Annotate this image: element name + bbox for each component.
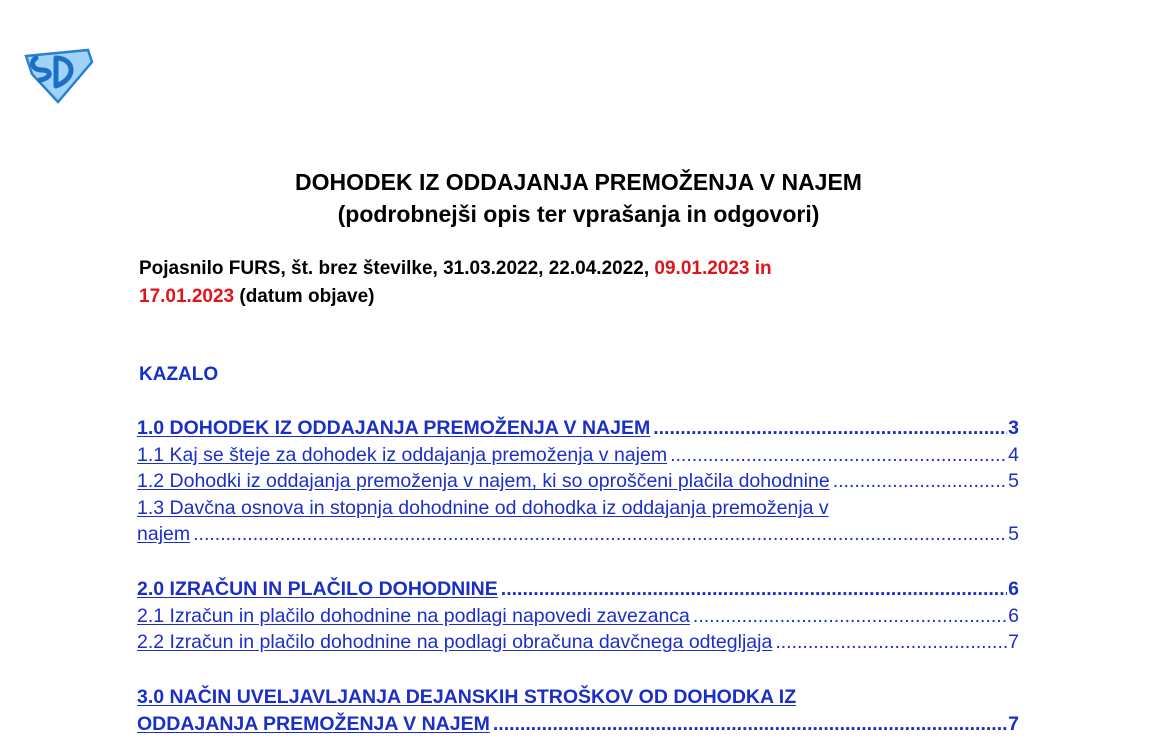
toc-link-line-2[interactable]: najem: [137, 523, 191, 545]
meta-date-red-1: 09.01.2023 in: [654, 258, 772, 279]
toc-entry[interactable]: [137, 468, 1019, 495]
toc-group-2: [137, 576, 1019, 656]
toc-entry-wrapped[interactable]: [137, 684, 1019, 737]
toc-link-line-2[interactable]: ODDAJANJA PREMOŽENJA V NAJEM: [137, 712, 490, 735]
toc-link-line-1[interactable]: 1.3 Davčna osnova in stopnja dohodnine od dohodka iz oddajanja premoženja v: [137, 496, 829, 519]
toc-entry[interactable]: [137, 629, 1019, 656]
toc-entry[interactable]: [137, 603, 1019, 630]
meta-date-red-2: 17.01.2023: [139, 286, 235, 307]
document-title: [0, 166, 1157, 230]
toc-link[interactable]: 2.0 IZRAČUN IN PLAČILO DOHODNINE: [137, 578, 498, 600]
toc-link[interactable]: 2.1 Izračun in plačilo dohodnine na podlagi napovedi zavezanca: [137, 604, 690, 627]
shield-logo-icon: [22, 48, 94, 104]
toc-leader: [833, 468, 1007, 495]
toc-entry-wrapped[interactable]: [137, 495, 1019, 548]
toc-link[interactable]: 2.2 Izračun in plačilo dohodnine na podlagi obračuna davčnega odtegljaja: [137, 631, 773, 653]
title-line-1: DOHODEK IZ ODDAJANJA PREMOŽENJA V NAJEM: [295, 169, 862, 195]
toc-entry[interactable]: [137, 415, 1019, 442]
toc-leader: [501, 576, 1007, 603]
toc-group-1: [137, 415, 1019, 548]
toc-leader: [493, 711, 1007, 738]
toc-entry[interactable]: [137, 576, 1019, 603]
toc-page: 6: [1008, 604, 1019, 627]
toc-leader: [775, 629, 1007, 656]
meta-suffix: (datum objave): [239, 286, 375, 307]
toc-leader: [653, 415, 1007, 442]
meta-prefix: Pojasnilo FURS, št. brez številke, 31.03.2022, 22.04.2022,: [139, 258, 650, 279]
toc-link[interactable]: 1.1 Kaj se šteje za dohodek iz oddajanja premoženja v najem: [137, 443, 668, 466]
toc-page: 5: [1008, 470, 1019, 492]
toc-entry[interactable]: [137, 442, 1019, 469]
toc-leader: [193, 521, 1007, 548]
title-line-2: (podrobnejši opis ter vprašanja in odgovori): [337, 201, 820, 227]
toc-page: 5: [1008, 523, 1019, 545]
toc-page: 6: [1008, 578, 1019, 600]
toc-leader: [693, 603, 1007, 630]
toc-page: 3: [1008, 417, 1019, 439]
document-meta: [139, 255, 959, 311]
toc-leader: [670, 442, 1007, 469]
logo: [22, 48, 94, 104]
toc-link[interactable]: 1.0 DOHODEK IZ ODDAJANJA PREMOŽENJA V NAJEM: [137, 417, 651, 439]
toc-page: 4: [1008, 443, 1019, 466]
toc-page: 7: [1008, 631, 1019, 653]
toc-group-3: [137, 684, 1019, 737]
toc-link-line-1[interactable]: 3.0 NAČIN UVELJAVLJANJA DEJANSKIH STROŠKOV OD DOHODKA IZ: [137, 686, 797, 708]
toc-heading: KAZALO: [139, 364, 219, 385]
toc-page: 7: [1008, 712, 1019, 735]
toc-link[interactable]: 1.2 Dohodki iz oddajanja premoženja v najem, ki so oproščeni plačila dohodnine: [137, 470, 830, 492]
